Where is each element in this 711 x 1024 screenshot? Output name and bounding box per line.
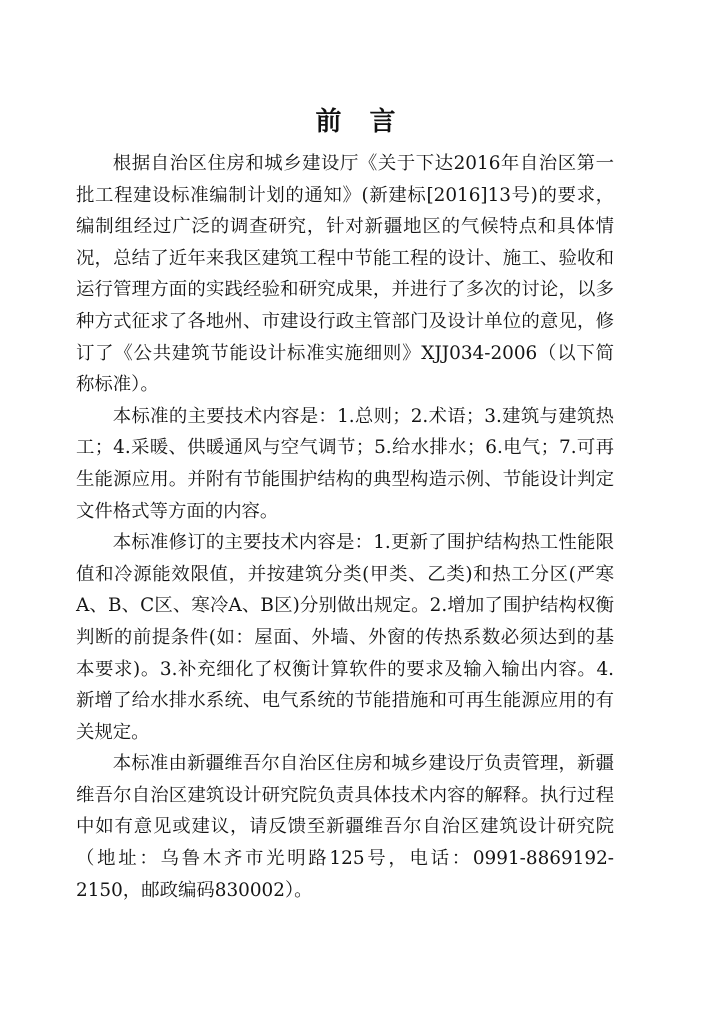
preface-body xyxy=(76,148,614,906)
paragraph-background: 根据自治区住房和城乡建设厅《关于下达2016年自治区第一批工程建设标准编制计划的通知》(新建标[2016]13号)的要求，编制组经过广泛的调查研究，针对新疆地区的气候特点和具体情况，总结了近年来我区建筑工程中节能工程的设计、施工、验收和运行管理方面的实践经验和研究成果，并进行了多次的讨论，以多种方式征求了各地州、市建设行政主管部门及设计单位的意见，修订了《公共建筑节能设计标准实施细则》XJJ034-2006（以下简称标准）。 xyxy=(76,153,614,396)
paragraph-management-contact: 本标准由新疆维吾尔自治区住房和城乡建设厅负责管理，新疆维吾尔自治区建筑设计研究院负责具体技术内容的解释。执行过程中如有意见或建议，请反馈至新疆维吾尔自治区建筑设计研究院（地址：乌鲁木齐市光明路125号，电话：0991-8869192-2150，邮政编码830002）。 xyxy=(76,753,614,901)
paragraph-main-content: 本标准的主要技术内容是：1.总则；2.术语；3.建筑与建筑热工；4.采暖、供暖通风与空气调节；5.给水排水；6.电气；7.可再生能源应用。并附有节能围护结构的典型构造示例、节能设计判定文件格式等方面的内容。 xyxy=(76,405,614,522)
page-title: 前言 xyxy=(315,107,424,138)
paragraph-revision-content: 本标准修订的主要技术内容是：1.更新了围护结构热工性能限值和冷源能效限值，并按建筑分类(甲类、乙类)和热工分区(严寒A、B、C区、寒冷A、B区)分别做出规定。2.增加了围护结构权衡判断的前提条件(如：屋面、外墙、外窗的传热系数必须达到的基本要求)。3.补充细化了权衡计算软件的要求及输入输出内容。4.新增了给水排水系统、电气系统的节能措施和可再生能源应用的有关规定。 xyxy=(76,532,614,743)
